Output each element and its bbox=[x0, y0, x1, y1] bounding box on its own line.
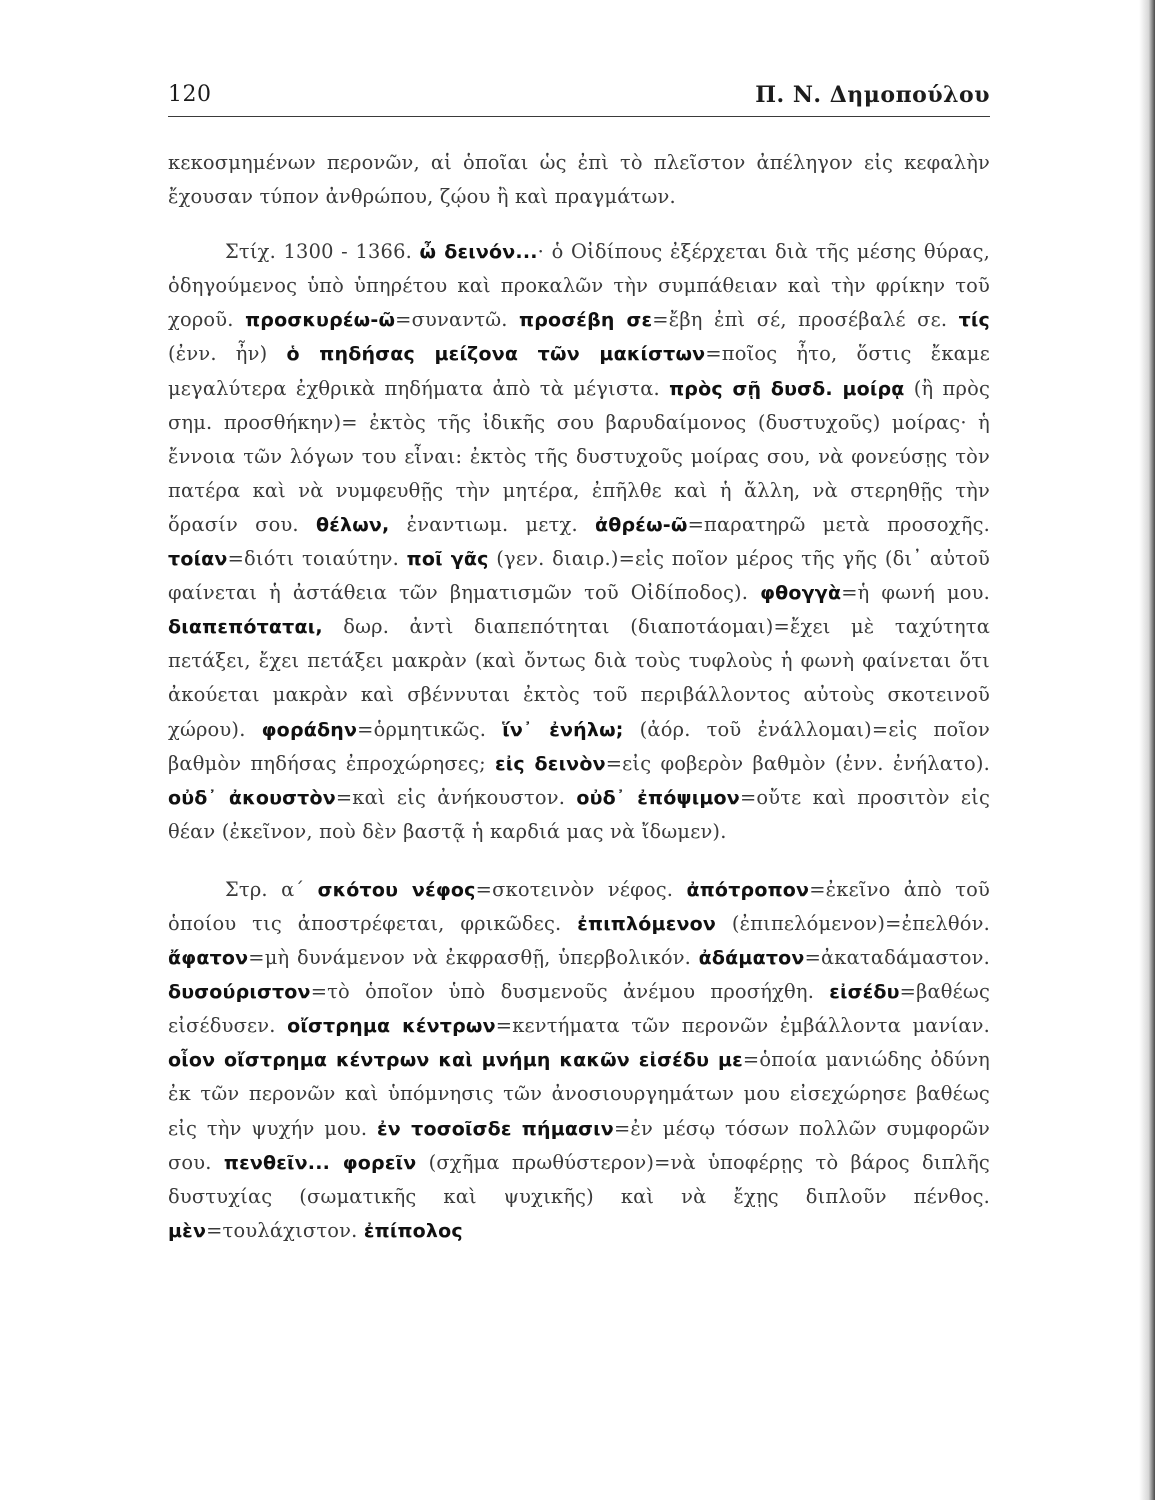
gloss-text: =συναντῶ. bbox=[395, 308, 520, 332]
lemma: ἐν τοσοῖσδε πήμασιν bbox=[377, 1117, 614, 1140]
gloss-text: Στρ. α´ bbox=[225, 877, 318, 901]
lemma: οὐδ᾽ ἐπόψιμον bbox=[576, 786, 740, 809]
gloss-text: =σκοτεινὸν νέφος. bbox=[475, 877, 687, 901]
gloss-text: =διότι τοιαύτην. bbox=[227, 547, 407, 571]
lemma: φθογγὰ bbox=[760, 582, 842, 605]
gloss-text: =τουλάχιστον. bbox=[206, 1218, 364, 1242]
gloss-text: =ἐν μέσῳ τόσων πολλῶν συμφορῶν σου. bbox=[168, 1116, 990, 1174]
gloss-text: Στίχ. 1300 - 1366. bbox=[225, 240, 420, 264]
gloss-text: (ἢ πρὸς σημ. προσθήκην)= ἐκτὸς τῆς ἰδικῆς σου βαρυδαίμονος (δυστυχοῦς) μοίρας· ἡ ἔννοια τῶν λόγων του εἶναι: ἐκτὸς τῆς δυστυχοῦς μοίρας σου, νὰ φονεύσῃς τὸν πατέρα καὶ νὰ νυμφευθῇς τὴν μητέρα, ἐπῆλθε καὶ ἡ ἄλλη, νὰ στερηθῇς τὴν ὅρασίν σου. bbox=[168, 376, 990, 536]
running-head: Π. Ν. Δημοπούλου bbox=[755, 82, 990, 108]
gloss-text: (ἐνν. ἦν) bbox=[168, 342, 287, 366]
gloss-text: ἐναντιωμ. μετχ. bbox=[389, 512, 595, 536]
gloss-text: (ἀόρ. τοῦ ἐνάλλομαι)=εἰς ποῖον βαθμὸν πηδήσας ἐπροχώρησες; bbox=[168, 717, 991, 775]
gloss-text: =κεντήματα τῶν περονῶν ἐμβάλλοντα μανίαν. bbox=[495, 1014, 991, 1038]
gloss-text: =οὔτε καὶ προσιτὸν εἰς θέαν (ἐκεῖνον, ποὺ δὲν βαστᾷ ἡ καρδιά μας νὰ ἴδωμεν). bbox=[168, 785, 991, 843]
lemma: πενθεῖν... φορεῖν bbox=[223, 1151, 417, 1174]
lemma: ἄφατον bbox=[168, 947, 249, 970]
lemma: ἵν᾽ ἐνήλω; bbox=[502, 718, 624, 741]
lemma: ἀπότροπον bbox=[686, 878, 810, 901]
lemma: δυσούριστον bbox=[168, 981, 311, 1004]
lemma: ἐπίπολος bbox=[363, 1219, 463, 1242]
gloss-text: =βαθέως εἰσέδυσεν. bbox=[168, 980, 990, 1038]
gloss-text: =καὶ εἰς ἀνήκουστον. bbox=[335, 785, 577, 809]
page-number: 120 bbox=[168, 82, 212, 107]
gloss-text: (ἐπιπελόμενον)=ἐπελθόν. bbox=[716, 911, 990, 935]
lemma: τοίαν bbox=[168, 548, 228, 571]
lemma: ὁ πηδήσας μείζονα τῶν μακίστων bbox=[286, 343, 706, 366]
lemma: εἰς δεινὸν bbox=[495, 752, 606, 775]
gloss-text: =ὁποία μανιώδης ὀδύνη ἐκ τῶν περονῶν καὶ ὑπόμνησις τῶν ἀνοσιουργημάτων μου εἰσεχώρησε βαθέως εἰς τὴν ψυχήν μου. bbox=[168, 1048, 991, 1140]
gloss-text: · ὁ Οἰδίπους ἐξέρχεται διὰ τῆς μέσης θύρας, ὁδηγούμενος ὑπὸ ὑπηρέτου καὶ προκαλῶν τὴν συμπάθειαν καὶ τὴν φρίκην τοῦ χοροῦ. bbox=[168, 240, 990, 332]
lemma: ποῖ γᾶς bbox=[406, 548, 489, 571]
gloss-text: =ὁρμητικῶς. bbox=[357, 717, 503, 741]
paragraph-2 bbox=[168, 235, 990, 849]
lemma: φοράδην bbox=[261, 718, 358, 741]
lemma: ἐπιπλόμενον bbox=[577, 912, 717, 935]
lemma: σκότου νέφος bbox=[317, 878, 476, 901]
lemma: πρὸς σῇ δυσδ. μοίρᾳ bbox=[669, 377, 905, 400]
lemma: μὲν bbox=[168, 1219, 207, 1242]
lemma: ἀδάματον bbox=[698, 947, 805, 970]
paragraph-1 bbox=[168, 146, 990, 214]
gloss-text: (σχῆμα πρωθύστερον)=νὰ ὑποφέρῃς τὸ βάρος διπλῆς δυστυχίας (σωματικῆς καὶ ψυχικῆς) καὶ νὰ ἔχῃς διπλοῦν πένθος. bbox=[168, 1150, 990, 1208]
lemma: ὦ δεινόν... bbox=[419, 241, 538, 264]
body-text bbox=[168, 146, 990, 1248]
page-edge-shadow bbox=[1139, 0, 1155, 1500]
gloss-text: δωρ. ἀντὶ διαπεπότηται (διαποτάομαι)=ἔχει μὲ ταχύτητα πετάξει, ἔχει πετάξει μακρὰν (καὶ ὄντως διὰ τοὺς τυφλοὺς ἡ φωνὴ φαίνεται ὅτι ἀκούεται μακρὰν καὶ σβέννυται ἐκτὸς τοῦ περιβάλλοντος αὐτοὺς σκοτεινοῦ χώρου). bbox=[168, 615, 990, 741]
paragraph-3 bbox=[168, 873, 990, 1248]
gloss-text: (γεν. διαιρ.)=εἰς ποῖον μέρος τῆς γῆς (δι᾽ αὐτοῦ φαίνεται ἡ ἀστάθεια τῶν βηματισμῶν τοῦ Οἰδίποδος). bbox=[168, 547, 990, 605]
lemma: διαπεπόταται, bbox=[168, 616, 323, 639]
gloss-text: =μὴ δυνάμενον νὰ ἐκφρασθῇ, ὑπερβολικόν. bbox=[248, 946, 699, 970]
gloss-text: =ἐκεῖνο ἀπὸ τοῦ ὁποίου τις ἀποστρέφεται, φρικῶδες. bbox=[168, 877, 990, 935]
lemma: εἰσέδυ bbox=[829, 981, 900, 1004]
lemma: οὐδ᾽ ἀκουστὸν bbox=[168, 786, 336, 809]
gloss-text: =ἔβη ἐπὶ σέ, προσέβαλέ σε. bbox=[652, 308, 959, 332]
gloss-text: =τὸ ὁποῖον ὑπὸ δυσμενοῦς ἀνέμου προσήχθη. bbox=[310, 980, 830, 1004]
lemma: οἷον οἴστρημα κέντρων καὶ μνήμη κακῶν εἰσέδυ με bbox=[168, 1049, 743, 1072]
lemma: θέλων, bbox=[315, 513, 390, 536]
gloss-text: =ἡ φωνή μου. bbox=[841, 581, 990, 605]
gloss-text: =ποῖος ἦτο, ὅστις ἔκαμε μεγαλύτερα ἐχθρικὰ πηδήματα ἀπὸ τὰ μέγιστα. bbox=[168, 342, 990, 400]
lemma: προσέβη σε bbox=[519, 309, 653, 332]
lemma: προσκυρέω-ῶ bbox=[245, 309, 396, 332]
page-header bbox=[168, 78, 990, 118]
lemma: ἀθρέω-ῶ bbox=[594, 513, 688, 536]
header-rule bbox=[168, 116, 990, 117]
lemma: οἴστρημα κέντρων bbox=[287, 1015, 496, 1038]
lemma: τίς bbox=[958, 309, 990, 332]
gloss-text: κεκοσμημένων περονῶν, αἱ ὁποῖαι ὡς ἐπὶ τὸ πλεῖστον ἀπέληγον εἰς κεφαλὴν ἔχουσαν τύπον ἀνθρώπου, ζῴου ἢ καὶ πραγμάτων. bbox=[168, 151, 990, 209]
gloss-text: =παρατηρῶ μετὰ προσοχῆς. bbox=[687, 512, 990, 536]
gloss-text: =ἀκαταδάμαστον. bbox=[804, 946, 990, 970]
gloss-text: =εἰς φοβερὸν βαθμὸν (ἐνν. ἐνήλατο). bbox=[605, 751, 990, 775]
